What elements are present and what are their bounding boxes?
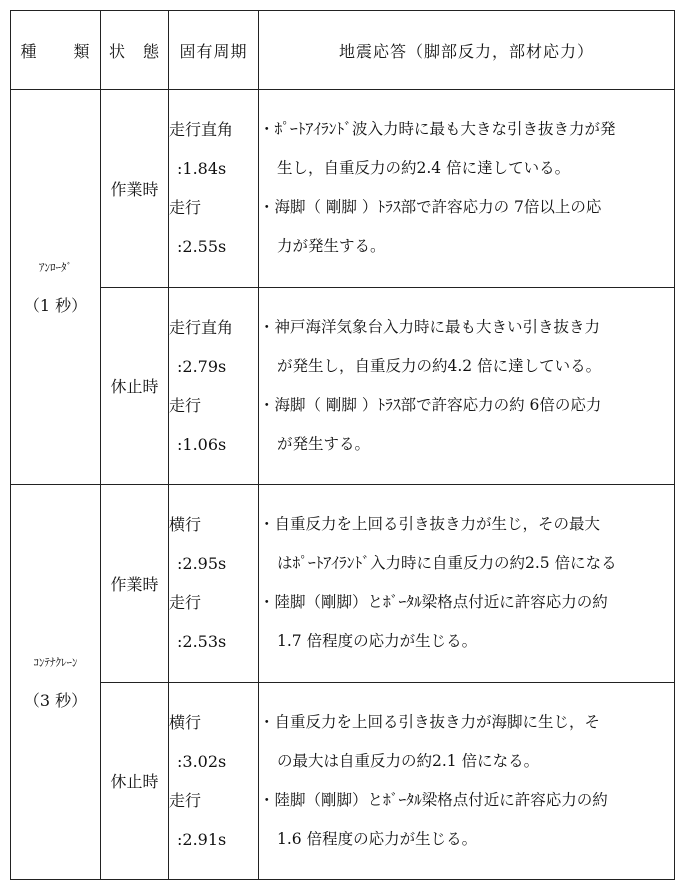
period-label: 横行 (169, 712, 202, 732)
type-sub: （3 秒） (23, 691, 88, 710)
response-line: 力が発生する。 (277, 237, 386, 256)
response-cell (259, 287, 675, 485)
response-line: ・陸脚（剛脚）とﾎﾞｰﾀﾙ梁格点付近に許容応力の約 (259, 593, 608, 612)
response-line: 生し，自重反力の約2.4 倍に達している。 (277, 159, 571, 178)
period-value: :1.06s (177, 434, 227, 454)
header-type-char-2: 類 (73, 41, 91, 61)
response-cell (259, 682, 675, 880)
table-row (11, 485, 675, 683)
period-cell (169, 287, 259, 485)
response-line: 1.7 倍程度の応力が生じる。 (277, 632, 478, 651)
response-line: が発生する。 (277, 434, 371, 453)
header-period: 固有周期 (169, 11, 259, 90)
response-line: はﾎﾟｰﾄｱｲﾗﾝﾄﾞ入力時に自重反力の約2.5 倍になる (277, 554, 617, 573)
response-line: ・自重反力を上回る引き抜き力が海脚に生じ，そ (259, 712, 601, 731)
period-label: 走行 (169, 395, 202, 415)
response-line: ・陸脚（剛脚）とﾎﾞｰﾀﾙ梁格点付近に許容応力の約 (259, 790, 608, 809)
period-label: 横行 (169, 515, 202, 535)
table-row (11, 90, 675, 288)
period-value: :3.02s (177, 751, 227, 771)
type-name: ｱﾝﾛｰﾀﾞ (39, 261, 72, 274)
period-label: 走行直角 (169, 120, 234, 140)
type-name: ｺﾝﾃﾅｸﾚｰﾝ (33, 656, 78, 669)
type-cell-unloader (11, 90, 101, 485)
seismic-response-table (10, 10, 675, 880)
period-cell (169, 682, 259, 880)
response-line: ・自重反力を上回る引き抜き力が生じ，その最大 (259, 515, 601, 534)
period-value: :1.84s (177, 159, 227, 179)
response-line: ・ﾎﾟｰﾄｱｲﾗﾝﾄﾞ波入力時に最も大きな引き抜き力が発 (259, 120, 616, 139)
state-cell: 休止時 (101, 287, 169, 485)
table-row (11, 287, 675, 485)
state-cell: 作業時 (101, 90, 169, 288)
period-value: :2.95s (177, 554, 227, 574)
response-line: が発生し，自重反力の約4.2 倍に達している。 (277, 356, 602, 375)
response-line: の最大は自重反力の約2.1 倍になる。 (277, 751, 540, 770)
response-cell (259, 90, 675, 288)
period-cell (169, 485, 259, 683)
period-label: 走行 (169, 790, 202, 810)
response-line: ・海脚（ 剛脚 ）ﾄﾗｽ部で許容応力の 7倍以上の応 (259, 198, 602, 217)
period-label: 走行 (169, 593, 202, 613)
type-sub: （1 秒） (23, 296, 88, 315)
header-row (11, 11, 675, 90)
period-label: 走行直角 (169, 317, 234, 337)
period-label: 走行 (169, 198, 202, 218)
header-type-char-1: 種 (20, 41, 38, 61)
period-cell (169, 90, 259, 288)
period-value: :2.55s (177, 237, 227, 257)
header-response: 地震応答（脚部反力，部材応力） (259, 11, 675, 90)
table-row (11, 682, 675, 880)
period-value: :2.91s (177, 829, 227, 849)
header-state: 状 態 (101, 11, 169, 90)
period-value: :2.79s (177, 356, 227, 376)
state-cell: 作業時 (101, 485, 169, 683)
period-value: :2.53s (177, 632, 227, 652)
response-line: ・海脚（ 剛脚 ）ﾄﾗｽ部で許容応力の約 6倍の応力 (259, 395, 602, 414)
response-line: ・神戸海洋気象台入力時に最も大きい引き抜き力 (259, 317, 601, 336)
header-type (11, 11, 101, 90)
response-cell (259, 485, 675, 683)
response-line: 1.6 倍程度の応力が生じる。 (277, 829, 478, 848)
state-cell: 休止時 (101, 682, 169, 880)
type-cell-container-crane (11, 485, 101, 880)
